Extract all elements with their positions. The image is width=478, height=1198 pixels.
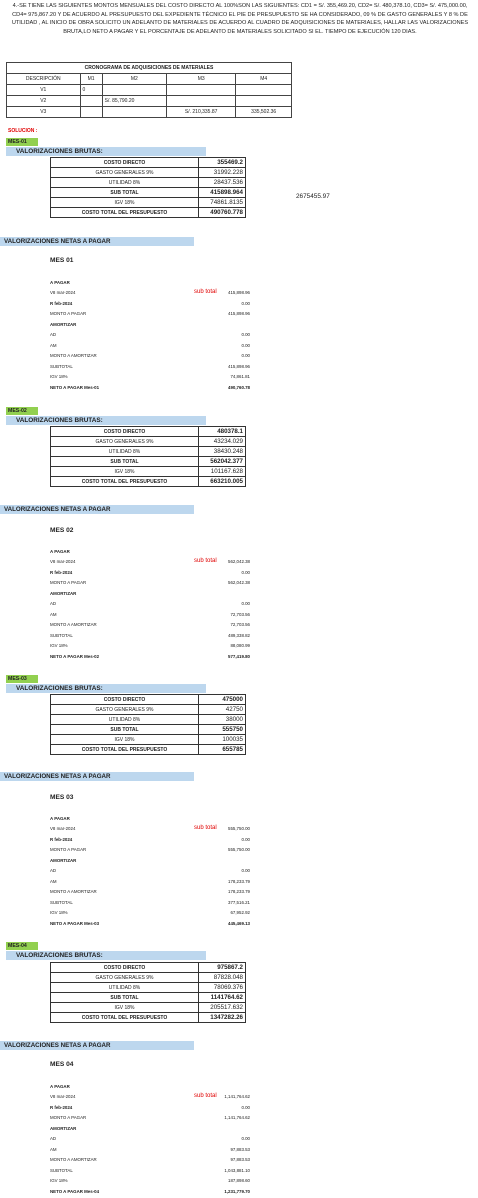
row-value: 88,080.99 <box>230 643 250 649</box>
valorizaciones-netas-header: VALORIZACIONES NETAS A PAGAR <box>0 505 194 514</box>
problem-statement: 4.-SE TIENE LAS SIGUIENTES MONTOS MENSUALES DEL COSTO DIRECTO AL 100%SON LAS SIGUIENTES: CD1 = S/. 355,469.20, CD2= S/. 480,378.10, CD3= S/. 475,000.00, CD4= 975,867.20 Y DE ACUERDO AL PRESUPUESTO DEL EXPEDIENTE TÉCNICO EL PIE DE PRESUPUESTO SE HA CONSIDERADO, 09 % DE GASTO GENERALES Y 8 % DE UTILIDAD , AL INICIO DE OBRA SOLICITO UN ADELANTO DE MATERIALES DE ACUERDO AL CUADRO DE ADQUISICIONES DE MATERIALES, HALLAR LAS VALORIZACIONES BRUTA,LO NETO A PAGAR Y EL PORCENTAJE DE ADELANTO DE MATERIALES SOLICITADO SI EL. TIEMPO DE EJECUCIÓN 120 DIAS. <box>11 3 469 35</box>
row-label: A PAGAR <box>50 548 70 554</box>
cell: S/. 85,790.20 <box>102 96 166 107</box>
row-label: MONTO A AMORTIZAR <box>50 1157 97 1163</box>
row-label: SUBTOTAL <box>50 363 73 369</box>
row-value: 0.00 <box>241 1104 250 1110</box>
valorizaciones-netas-header: VALORIZACIONES NETAS A PAGAR <box>0 237 194 246</box>
mes-title: MES 01 <box>50 257 74 264</box>
row-label: MONTO A AMORTIZAR <box>50 622 97 628</box>
row-value: 178,233.79 <box>228 878 250 884</box>
row-value: 415,898.96 <box>228 363 250 369</box>
row-value: 555,750.00 <box>228 847 250 853</box>
row-value: 43234.029 <box>199 437 246 447</box>
row-value: 78069.376 <box>199 983 246 993</box>
row-label: V8 mar-2024 <box>50 826 76 832</box>
row-value: 0.00 <box>241 569 250 575</box>
row-label: COSTO TOTAL DEL PRESUPUESTO <box>51 745 199 755</box>
row-value: 975867.2 <box>199 963 246 973</box>
table-row <box>7 107 292 118</box>
cronograma-table <box>6 62 292 118</box>
row-value: 415,898.96 <box>228 311 250 317</box>
row-label: IGV 18% <box>50 374 68 380</box>
row-value: 475000 <box>199 695 246 705</box>
row-value: 0.00 <box>241 353 250 359</box>
row-value: 562042.377 <box>199 457 246 467</box>
row-label: AM <box>50 611 57 617</box>
row-value: 187,898.60 <box>228 1178 250 1184</box>
pago-table <box>50 1081 250 1197</box>
sub-total-note: sub total <box>194 825 217 831</box>
sub-total-note: sub total <box>194 558 217 564</box>
row-label: SUB TOTAL <box>51 188 199 198</box>
row-label: MONTO A AMORTIZAR <box>50 889 97 895</box>
row-value: 67,952.92 <box>230 910 250 916</box>
row-label: MONTO A PAGAR <box>50 311 87 317</box>
row-value: 0.00 <box>241 1136 250 1142</box>
row-label: MONTO A AMORTIZAR <box>50 353 97 359</box>
row-label: IGV 18% <box>51 1003 199 1013</box>
row-label: UTILIDAD 8% <box>51 447 199 457</box>
mes-title: MES 04 <box>50 1061 74 1068</box>
row-label: AMORTIZAR <box>50 321 77 327</box>
row-value: 415898.964 <box>199 188 246 198</box>
row-label: MONTO A PAGAR <box>50 580 87 586</box>
row-label: A PAGAR <box>50 1083 70 1089</box>
valorizaciones-brutas-header: VALORIZACIONES BRUTAS: <box>6 951 206 960</box>
row-label: R feb-2024 <box>50 1104 73 1110</box>
mes-tag: MES-04 <box>6 942 38 950</box>
cell: V3 <box>7 107 81 118</box>
cell <box>166 85 235 96</box>
row-label: IGV 18% <box>50 910 68 916</box>
table-row <box>7 85 292 96</box>
row-label: MONTO A PAGAR <box>50 1115 87 1121</box>
valorizaciones-brutas-header: VALORIZACIONES BRUTAS: <box>6 684 206 693</box>
row-label: COSTO DIRECTO <box>51 158 199 168</box>
row-value: 1,141,764.62 <box>224 1115 250 1121</box>
row-label: V8 mar-2024 <box>50 559 76 565</box>
row-label: AD <box>50 332 57 338</box>
mes-tag: MES-02 <box>6 407 38 415</box>
cell <box>166 96 235 107</box>
solucion-label: SOLUCION : <box>8 128 38 134</box>
cell: 0 <box>80 85 102 96</box>
row-value: 577,419.80 <box>228 653 250 659</box>
row-value: 1141764.62 <box>199 993 246 1003</box>
row-value: 0.00 <box>241 332 250 338</box>
row-value: 0.00 <box>241 836 250 842</box>
row-label: SUBTOTAL <box>50 899 73 905</box>
row-value: 28437.536 <box>199 178 246 188</box>
col-header: M2 <box>102 74 166 85</box>
table-row <box>7 96 292 107</box>
cell <box>236 96 292 107</box>
pago-table <box>50 813 250 929</box>
mes-title: MES 03 <box>50 794 74 801</box>
row-value: 655785 <box>199 745 246 755</box>
row-value: 562,042.38 <box>228 559 250 565</box>
cell <box>80 96 102 107</box>
row-label: NETO A PAGAR Mes-01 <box>50 384 100 390</box>
row-value: 97,883.53 <box>230 1146 250 1152</box>
valorizaciones-netas-header: VALORIZACIONES NETAS A PAGAR <box>0 772 194 781</box>
row-value: 555,750.00 <box>228 826 250 832</box>
row-label: COSTO TOTAL DEL PRESUPUESTO <box>51 477 199 487</box>
row-label: R feb-2024 <box>50 836 73 842</box>
row-label: A PAGAR <box>50 279 70 285</box>
row-label: SUB TOTAL <box>51 725 199 735</box>
row-value: 178,233.79 <box>228 889 250 895</box>
row-label: NETO A PAGAR Mes-04 <box>50 1188 100 1194</box>
row-label: GASTO GENERALES 9% <box>51 437 199 447</box>
row-label: COSTO DIRECTO <box>51 963 199 973</box>
pago-table <box>50 277 250 393</box>
row-value: 663210.005 <box>199 477 246 487</box>
row-value: 489,338.82 <box>228 632 250 638</box>
bruto-table <box>50 157 246 218</box>
row-value: 1,141,764.62 <box>224 1094 250 1100</box>
bruto-table <box>50 426 246 487</box>
row-label: UTILIDAD 8% <box>51 983 199 993</box>
mes-tag: MES-01 <box>6 138 38 146</box>
row-label: UTILIDAD 8% <box>51 715 199 725</box>
row-label: AD <box>50 601 57 607</box>
row-label: GASTO GENERALES 9% <box>51 973 199 983</box>
row-label: MONTO A PAGAR <box>50 847 87 853</box>
row-label: AMORTIZAR <box>50 1125 77 1131</box>
row-label: AD <box>50 1136 57 1142</box>
valorizaciones-brutas-header: VALORIZACIONES BRUTAS: <box>6 147 206 156</box>
cell <box>236 85 292 96</box>
row-value: 490760.778 <box>199 208 246 218</box>
row-value: 0.00 <box>241 601 250 607</box>
row-value: 490,760.78 <box>228 384 250 390</box>
row-value: 555750 <box>199 725 246 735</box>
row-value: 1347282.26 <box>199 1013 246 1023</box>
row-label: AM <box>50 1146 57 1152</box>
row-value: 74,861.81 <box>230 374 250 380</box>
mes-title: MES 02 <box>50 527 74 534</box>
row-label: IGV 18% <box>51 198 199 208</box>
row-value: 87828.048 <box>199 973 246 983</box>
sub-total-note: sub total <box>194 1093 217 1099</box>
row-label: GASTO GENERALES 9% <box>51 168 199 178</box>
row-label: NETO A PAGAR Mes-02 <box>50 653 100 659</box>
row-label: AMORTIZAR <box>50 590 77 596</box>
cell: 335,502.36 <box>236 107 292 118</box>
row-label: SUB TOTAL <box>51 993 199 1003</box>
row-label: IGV 18% <box>50 643 68 649</box>
row-label: COSTO TOTAL DEL PRESUPUESTO <box>51 1013 199 1023</box>
row-value: 480378.1 <box>199 427 246 437</box>
row-value: 0.00 <box>241 868 250 874</box>
valorizaciones-brutas-header: VALORIZACIONES BRUTAS: <box>6 416 206 425</box>
cell <box>102 107 166 118</box>
row-label: COSTO TOTAL DEL PRESUPUESTO <box>51 208 199 218</box>
row-value: 42750 <box>199 705 246 715</box>
row-label: IGV 18% <box>51 735 199 745</box>
cell: V1 <box>7 85 81 96</box>
row-value: 562,042.38 <box>228 580 250 586</box>
row-label: AM <box>50 878 57 884</box>
bruto-table <box>50 962 246 1023</box>
row-value: 97,883.53 <box>230 1157 250 1163</box>
row-label: SUBTOTAL <box>50 632 73 638</box>
row-label: V8 mar-2024 <box>50 290 76 296</box>
row-value: 38430.248 <box>199 447 246 457</box>
row-label: SUB TOTAL <box>51 457 199 467</box>
col-header: M4 <box>236 74 292 85</box>
row-label: AMORTIZAR <box>50 857 77 863</box>
row-label: R feb-2024 <box>50 569 73 575</box>
cronograma-title: CRONOGRAMA DE ADQUISICIONES DE MATERIALES <box>7 63 292 74</box>
valorizaciones-netas-header: VALORIZACIONES NETAS A PAGAR <box>0 1041 194 1050</box>
row-label: SUBTOTAL <box>50 1167 73 1173</box>
row-value: 355469.2 <box>199 158 246 168</box>
row-value: 74861.8135 <box>199 198 246 208</box>
row-value: 72,703.56 <box>230 622 250 628</box>
row-value: 205517.632 <box>199 1003 246 1013</box>
row-label: UTILIDAD 8% <box>51 178 199 188</box>
row-value: 31992.228 <box>199 168 246 178</box>
row-value: 377,516.21 <box>228 899 250 905</box>
row-value: 72,703.56 <box>230 611 250 617</box>
cell <box>80 107 102 118</box>
row-value: 0.00 <box>241 300 250 306</box>
row-label: COSTO DIRECTO <box>51 427 199 437</box>
bruto-table <box>50 694 246 755</box>
sub-total-note: sub total <box>194 289 217 295</box>
row-label: COSTO DIRECTO <box>51 695 199 705</box>
row-label: A PAGAR <box>50 815 70 821</box>
row-label: GASTO GENERALES 9% <box>51 705 199 715</box>
row-label: AD <box>50 868 57 874</box>
col-header: DESCRIPCIÓN <box>7 74 81 85</box>
row-value: 38000 <box>199 715 246 725</box>
row-value: 101167.628 <box>199 467 246 477</box>
side-value: 2675455.97 <box>296 193 330 200</box>
cell: S/. 210,335.87 <box>166 107 235 118</box>
row-label: AM <box>50 342 57 348</box>
row-value: 415,898.96 <box>228 290 250 296</box>
row-label: R feb-2024 <box>50 300 73 306</box>
row-label: V8 mar-2024 <box>50 1094 76 1100</box>
col-header: M1 <box>80 74 102 85</box>
col-header: M3 <box>166 74 235 85</box>
row-label: IGV 18% <box>50 1178 68 1184</box>
cell <box>102 85 166 96</box>
row-label: IGV 18% <box>51 467 199 477</box>
pago-table <box>50 546 250 662</box>
row-value: 1,043,881.10 <box>224 1167 250 1173</box>
mes-tag: MES-03 <box>6 675 38 683</box>
row-value: 0.00 <box>241 342 250 348</box>
row-label: NETO A PAGAR Mes-03 <box>50 920 100 926</box>
row-value: 445,469.13 <box>228 920 250 926</box>
row-value: 1,231,779.70 <box>224 1188 250 1194</box>
row-value: 100035 <box>199 735 246 745</box>
cell: V2 <box>7 96 81 107</box>
